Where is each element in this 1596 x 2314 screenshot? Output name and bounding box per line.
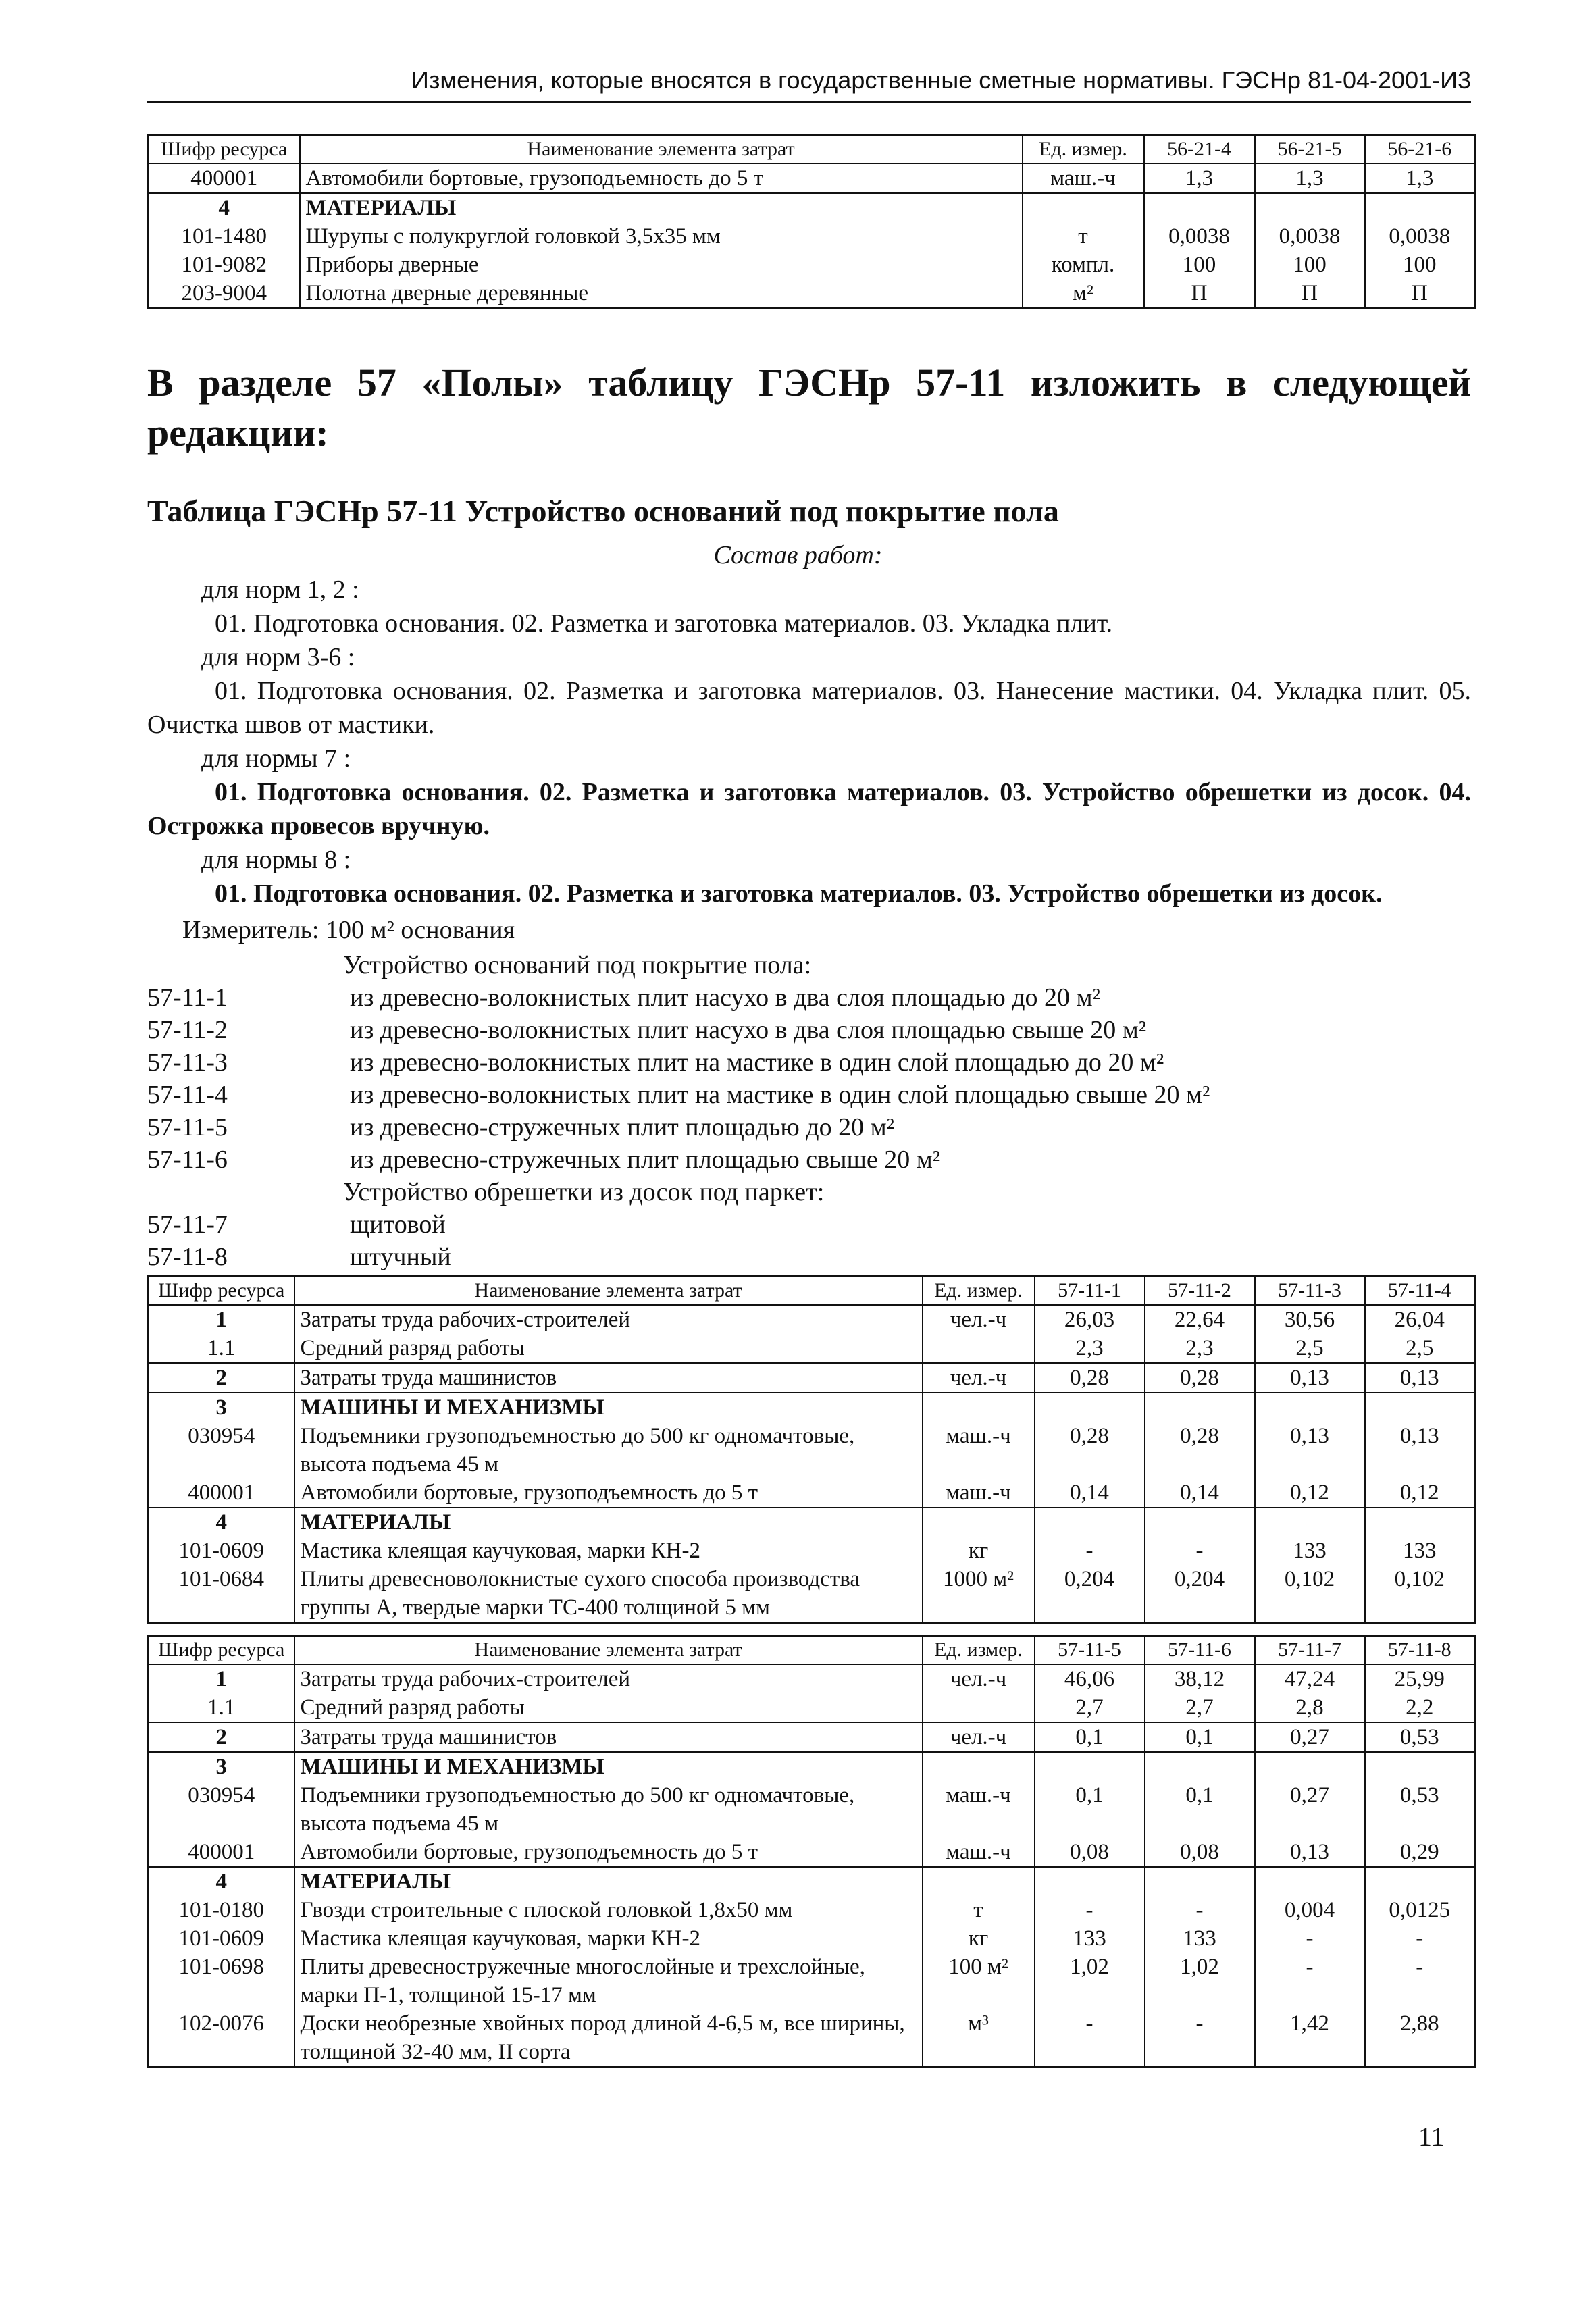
cell: маш.-ч (923, 1781, 1035, 1838)
cell: 0,204 (1145, 1565, 1255, 1623)
cell: 0,13 (1255, 1422, 1365, 1479)
cell: 101-0609 (149, 1537, 294, 1565)
cell: 0,28 (1035, 1422, 1145, 1479)
cell: 47,24 (1255, 1664, 1365, 1693)
cell: 2,5 (1255, 1334, 1365, 1363)
cell: 0,14 (1035, 1479, 1145, 1508)
cell: 0,13 (1365, 1363, 1475, 1393)
variant-item (147, 1014, 1210, 1046)
cell: 1.1 (149, 1334, 294, 1363)
cell: 0,29 (1365, 1838, 1475, 1867)
cell: 0,13 (1255, 1838, 1365, 1867)
cell: 1,3 (1255, 163, 1365, 193)
variant-text: из древесно-волокнистых плит насухо в два слоя площадью до 20 м² (350, 983, 1100, 1012)
variant-code: 57-11-3 (147, 1048, 228, 1077)
cell: П (1365, 279, 1475, 309)
cell: 1,3 (1144, 163, 1255, 193)
cell: 0,28 (1145, 1363, 1255, 1393)
cell: маш.-ч (923, 1479, 1035, 1508)
col-header: 57-11-6 (1145, 1636, 1255, 1665)
page-number: 11 (1418, 2122, 1445, 2152)
table-row (149, 1363, 1475, 1393)
variant-code: 57-11-2 (147, 1016, 228, 1044)
cell: 1 (149, 1305, 294, 1334)
variant-code: 57-11-5 (147, 1113, 228, 1141)
cell (923, 1693, 1035, 1722)
cell: П (1144, 279, 1255, 309)
variant-text: из древесно-волокнистых плит насухо в два слоя площадью свыше 20 м² (350, 1016, 1147, 1044)
cell: МАТЕРИАЛЫ (294, 1508, 923, 1537)
cell: маш.-ч (1023, 163, 1144, 193)
table-row (149, 1508, 1475, 1537)
cell: 1000 м² (923, 1565, 1035, 1623)
cell: 4 (149, 1867, 294, 1896)
cell: 0,12 (1365, 1479, 1475, 1508)
cell: чел.-ч (923, 1305, 1035, 1334)
cell: 0,53 (1365, 1722, 1475, 1752)
cell: Затраты труда рабочих-строителей (294, 1664, 923, 1693)
table-row (149, 251, 1475, 279)
cell: Мастика клеящая каучуковая, марки КН-2 (294, 1924, 923, 1953)
cell: 100 (1255, 251, 1365, 279)
norm-variants (147, 949, 1210, 1273)
cell: т (923, 1896, 1035, 1924)
variant-code: 57-11-7 (147, 1210, 228, 1239)
table-56-21 (147, 134, 1476, 309)
cell: 0,0125 (1365, 1896, 1475, 1924)
cell: Затраты труда рабочих-строителей (294, 1305, 923, 1334)
cell: 0,28 (1035, 1363, 1145, 1393)
table-row (149, 1867, 1475, 1896)
cell: Доски необрезные хвойных пород длиной 4-6,5 м, все ширины, толщиной 32-40 мм, II сорта (294, 2009, 923, 2067)
cell: 0,204 (1035, 1565, 1145, 1623)
variant-item (147, 1143, 1210, 1176)
cell: 1.1 (149, 1693, 294, 1722)
cell: 101-9082 (149, 251, 300, 279)
cell: 0,13 (1365, 1422, 1475, 1479)
cell: Средний разряд работы (294, 1693, 923, 1722)
cell: Полотна дверные деревянные (300, 279, 1023, 309)
col-header: 56-21-5 (1255, 135, 1365, 164)
table-row (149, 1422, 1475, 1479)
cell: 30,56 (1255, 1305, 1365, 1334)
cell: т (1023, 222, 1144, 251)
table-title: Таблица ГЭСНр 57-11 Устройство оснований под покрытие пола (147, 494, 1059, 528)
cell: 1,3 (1365, 163, 1475, 193)
cell: - (1145, 1896, 1255, 1924)
cell: 400001 (149, 1479, 294, 1508)
cell: чел.-ч (923, 1363, 1035, 1393)
cell: 1,42 (1255, 2009, 1365, 2067)
cell: 0,28 (1145, 1422, 1255, 1479)
cell: 4 (149, 193, 300, 222)
cell: 0,004 (1255, 1896, 1365, 1924)
cell: - (1255, 1953, 1365, 2009)
cell: 0,1 (1145, 1722, 1255, 1752)
cell: 0,0038 (1144, 222, 1255, 251)
cell: 2,88 (1365, 2009, 1475, 2067)
table-header-row (149, 1277, 1475, 1306)
cell: 0,13 (1255, 1363, 1365, 1393)
cell: 101-0180 (149, 1896, 294, 1924)
cell: Автомобили бортовые, грузоподъемность до 5 т (294, 1838, 923, 1867)
cell: - (1035, 1537, 1145, 1565)
norm-group-label: для норм 3-6 : (201, 643, 355, 671)
cell (923, 1334, 1035, 1363)
cell: Автомобили бортовые, грузоподъемность до 5 т (294, 1479, 923, 1508)
cell: 0,14 (1145, 1479, 1255, 1508)
cell: 101-1480 (149, 222, 300, 251)
cell: П (1255, 279, 1365, 309)
cell: 100 (1365, 251, 1475, 279)
cell: 100 м² (923, 1953, 1035, 2009)
cell: Приборы дверные (300, 251, 1023, 279)
cell: 101-0609 (149, 1924, 294, 1953)
table-row (149, 1565, 1475, 1623)
cell: 0,102 (1255, 1565, 1365, 1623)
variant-text: из древесно-волокнистых плит на мастике в один слой площадью до 20 м² (350, 1048, 1164, 1077)
variant-code: 57-11-8 (147, 1243, 228, 1271)
norm-group-text: 01. Подготовка основания. 02. Разметка и заготовка материалов. 03. Устройство обрешетки из досок. (215, 879, 1383, 908)
cell: 26,04 (1365, 1305, 1475, 1334)
col-header: 57-11-1 (1035, 1277, 1145, 1306)
norm-group-label: для норм 1, 2 : (201, 575, 359, 604)
cell: МАШИНЫ И МЕХАНИЗМЫ (294, 1393, 923, 1422)
col-header: Наименование элемента затрат (294, 1636, 923, 1665)
col-header: 57-11-4 (1365, 1277, 1475, 1306)
cell: 0,1 (1035, 1781, 1145, 1838)
cell: - (1365, 1953, 1475, 2009)
col-header: 57-11-3 (1255, 1277, 1365, 1306)
cell: 0,0038 (1365, 222, 1475, 251)
cell: 0,1 (1145, 1781, 1255, 1838)
cell: Плиты древесностружечные многослойные и трехслойные, марки П-1, толщиной 15-17 мм (294, 1953, 923, 2009)
table-row (149, 1924, 1475, 1953)
work-composition (147, 573, 1471, 910)
variant-text: из древесно-стружечных плит площадью до 20 м² (350, 1113, 895, 1141)
cell: 0,53 (1365, 1781, 1475, 1838)
cell: 0,102 (1365, 1565, 1475, 1623)
norm-group-text: 01. Подготовка основания. 02. Разметка и заготовка материалов. 03. Устройство обрешетки из досок. 04. Острожка провесов вручную. (147, 778, 1471, 840)
norm-group-label: для нормы 7 : (201, 744, 351, 773)
col-header: 56-21-6 (1365, 135, 1475, 164)
cell: м² (1023, 279, 1144, 309)
cell: 101-0698 (149, 1953, 294, 2009)
cell: маш.-ч (923, 1422, 1035, 1479)
measurer: Измеритель: 100 м² основания (182, 916, 515, 944)
col-header: Ед. измер. (1023, 135, 1144, 164)
cell: 1,02 (1145, 1953, 1255, 2009)
col-header: Ед. измер. (923, 1636, 1035, 1665)
col-header: Шифр ресурса (149, 135, 300, 164)
table-header-row (149, 135, 1475, 164)
cell: 2,3 (1035, 1334, 1145, 1363)
composition-label: Состав работ: (713, 541, 883, 569)
cell: чел.-ч (923, 1722, 1035, 1752)
cell: 133 (1145, 1924, 1255, 1953)
cell: 2 (149, 1722, 294, 1752)
cell: 0,1 (1035, 1722, 1145, 1752)
col-header: 57-11-5 (1035, 1636, 1145, 1665)
col-header: Наименование элемента затрат (294, 1277, 923, 1306)
cell: 133 (1035, 1924, 1145, 1953)
table-row (149, 163, 1475, 193)
table-57-11-5-8 (147, 1635, 1476, 2068)
variant-code: 57-11-1 (147, 983, 228, 1012)
cell: 0,27 (1255, 1781, 1365, 1838)
table-row (149, 1752, 1475, 1781)
cell: 2,5 (1365, 1334, 1475, 1363)
cell: маш.-ч (923, 1838, 1035, 1867)
cell: - (1035, 1896, 1145, 1924)
table-row (149, 1722, 1475, 1752)
cell: Гвозди строительные с плоской головкой 1,8х50 мм (294, 1896, 923, 1924)
cell: Затраты труда машинистов (294, 1363, 923, 1393)
table-57-11-1-4 (147, 1275, 1476, 1624)
variant-item (147, 1111, 1210, 1143)
cell: - (1255, 1924, 1365, 1953)
table-row (149, 1781, 1475, 1838)
cell: Автомобили бортовые, грузоподъемность до 5 т (300, 163, 1023, 193)
cell: 0,0038 (1255, 222, 1365, 251)
variant-code: 57-11-6 (147, 1146, 228, 1174)
variant-item (147, 1046, 1210, 1079)
cell: 22,64 (1145, 1305, 1255, 1334)
cell: 0,12 (1255, 1479, 1365, 1508)
cell: м³ (923, 2009, 1035, 2067)
table-row (149, 1479, 1475, 1508)
variant-code: 57-11-4 (147, 1081, 228, 1109)
col-header: Шифр ресурса (149, 1636, 294, 1665)
page-header: Изменения, которые вносятся в государственные сметные нормативы. ГЭСНр 81-04-2001-И3 (147, 64, 1471, 103)
cell: 030954 (149, 1781, 294, 1838)
cell: МАШИНЫ И МЕХАНИЗМЫ (294, 1752, 923, 1781)
cell: МАТЕРИАЛЫ (294, 1867, 923, 1896)
variant-item (147, 981, 1210, 1014)
cell: 2,7 (1035, 1693, 1145, 1722)
cell: 102-0076 (149, 2009, 294, 2067)
section-heading: В разделе 57 «Полы» таблицу ГЭСНр 57-11 изложить в следующей редакции: (147, 361, 1471, 455)
col-header: 57-11-2 (1145, 1277, 1255, 1306)
cell: Подъемники грузоподъемностью до 500 кг одномачтовые, высота подъема 45 м (294, 1781, 923, 1838)
cell: Средний разряд работы (294, 1334, 923, 1363)
variant-text: штучный (350, 1243, 451, 1271)
cell: 400001 (149, 1838, 294, 1867)
table-row (149, 193, 1475, 222)
cell: 0,08 (1035, 1838, 1145, 1867)
cell: 2 (149, 1363, 294, 1393)
cell: Мастика клеящая каучуковая, марки КН-2 (294, 1537, 923, 1565)
cell: 2,8 (1255, 1693, 1365, 1722)
table-row (149, 279, 1475, 309)
col-header: 57-11-8 (1365, 1636, 1475, 1665)
cell: кг (923, 1924, 1035, 1953)
variant-text: щитовой (350, 1210, 446, 1239)
cell: Плиты древесноволокнистые сухого способа производства группы А, твердые марки ТС-400 толщиной 5 мм (294, 1565, 923, 1623)
cell: - (1145, 2009, 1255, 2067)
cell: 46,06 (1035, 1664, 1145, 1693)
cell: 2,7 (1145, 1693, 1255, 1722)
cell: 1 (149, 1664, 294, 1693)
cell: 133 (1255, 1537, 1365, 1565)
cell: Подъемники грузоподъемностью до 500 кг одномачтовые, высота подъема 45 м (294, 1422, 923, 1479)
cell: 030954 (149, 1422, 294, 1479)
cell: 26,03 (1035, 1305, 1145, 1334)
col-header: Ед. измер. (923, 1277, 1035, 1306)
cell: 100 (1144, 251, 1255, 279)
cell: - (1035, 2009, 1145, 2067)
cell: 3 (149, 1752, 294, 1781)
variant-text: из древесно-стружечных плит площадью свыше 20 м² (350, 1146, 941, 1174)
variant-item (147, 1208, 1210, 1241)
variant-text: из древесно-волокнистых плит на мастике в один слой площадью свыше 20 м² (350, 1081, 1210, 1109)
cell: 25,99 (1365, 1664, 1475, 1693)
table-row (149, 1537, 1475, 1565)
cell: - (1145, 1537, 1255, 1565)
cell: 203-9004 (149, 279, 300, 309)
table-header-row (149, 1636, 1475, 1665)
variant-item (147, 1241, 1210, 1273)
cell: кг (923, 1537, 1035, 1565)
cell: 0,27 (1255, 1722, 1365, 1752)
table-row (149, 1953, 1475, 2009)
col-header: 56-21-4 (1144, 135, 1255, 164)
col-header: Шифр ресурса (149, 1277, 294, 1306)
cell: чел.-ч (923, 1664, 1035, 1693)
table-row (149, 1664, 1475, 1693)
cell: - (1365, 1924, 1475, 1953)
cell: 400001 (149, 163, 300, 193)
table-row (149, 1305, 1475, 1334)
table-row (149, 1393, 1475, 1422)
cell: 2,2 (1365, 1693, 1475, 1722)
col-header: 57-11-7 (1255, 1636, 1365, 1665)
col-header: Наименование элемента затрат (300, 135, 1023, 164)
variant-section-title: Устройство оснований под покрытие пола: (343, 951, 812, 979)
cell: МАТЕРИАЛЫ (300, 193, 1023, 222)
cell: 0,08 (1145, 1838, 1255, 1867)
cell: 101-0684 (149, 1565, 294, 1623)
table-row (149, 1838, 1475, 1867)
cell: 38,12 (1145, 1664, 1255, 1693)
table-row (149, 1693, 1475, 1722)
cell: 1,02 (1035, 1953, 1145, 2009)
variant-item (147, 1079, 1210, 1111)
norm-group-label: для нормы 8 : (201, 846, 351, 874)
cell: Шурупы с полукруглой головкой 3,5х35 мм (300, 222, 1023, 251)
cell: 2,3 (1145, 1334, 1255, 1363)
table-row (149, 2009, 1475, 2067)
cell: 133 (1365, 1537, 1475, 1565)
table-row (149, 1334, 1475, 1363)
table-row (149, 222, 1475, 251)
cell: компл. (1023, 251, 1144, 279)
norm-group-text: 01. Подготовка основания. 02. Разметка и заготовка материалов. 03. Укладка плит. (215, 609, 1113, 638)
variant-section-title: Устройство обрешетки из досок под паркет: (343, 1178, 825, 1206)
norm-group-text: 01. Подготовка основания. 02. Разметка и заготовка материалов. 03. Нанесение мастики. 04. Укладка плит. 05. Очистка швов от мастики. (147, 677, 1471, 739)
cell: Затраты труда машинистов (294, 1722, 923, 1752)
table-row (149, 1896, 1475, 1924)
cell: 4 (149, 1508, 294, 1537)
cell: 3 (149, 1393, 294, 1422)
